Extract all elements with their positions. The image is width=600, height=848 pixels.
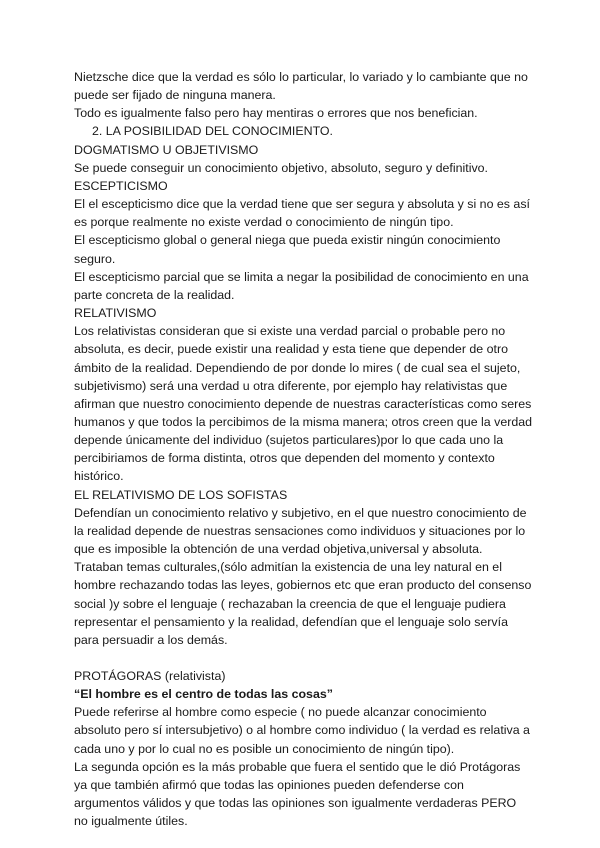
paragraph-nietzsche: Nietzsche dice que la verdad es sólo lo particular, lo variado y lo cambiante que no puede ser fijado de ninguna manera.	[74, 70, 528, 103]
paragraph-protagoras-1: Puede referirse al hombre como especie ( no puede alcanzar conocimiento absoluto pero sí intersubjetivo) o al hombre como individuo ( la verdad es relativa a cada uno y por lo cual no es posible un conocimiento de ningún tipo).	[74, 705, 530, 756]
heading-relativismo: RELATIVISMO	[74, 306, 157, 321]
blank-line	[74, 649, 532, 667]
heading-dogmatismo: DOGMATISMO U OBJETIVISMO	[74, 142, 259, 157]
paragraph-sofistas: Defendían un conocimiento relativo y subjetivo, en el que nuestro conocimiento de la realidad depende de nuestras sensaciones como individuos y situaciones por lo que es imposible la obtención de una verdad objetiva,universal y absoluta. Trataban temas culturales,(sólo admitían la existencia de una ley natural en el hombre rechazando todas las leyes, gobiernos etc que eran producto del consenso social )y sobre el lenguaje ( rechazaban la creencia de que el lenguaje pudiera representar el pensamiento y la realidad, defendían que el lenguaje solo servía para persuadir a los demás.	[74, 505, 532, 647]
quote-protagoras: “El hombre es el centro de todas las cosas”	[74, 687, 333, 702]
paragraph-falso: Todo es igualmente falso pero hay mentiras o errores que nos benefician.	[74, 106, 478, 121]
paragraph-protagoras-2: La segunda opción es la más probable que fuera el sentido que le dió Protágoras ya que también afirmó que todas las opiniones pueden defenderse con argumentos válidos y que todas las opiniones son igualmente verdaderas PERO no igualmente útiles.	[74, 759, 521, 829]
paragraph-escepticismo-2: El escepticismo global o general niega que pueda existir ningún conocimiento seguro.	[74, 233, 501, 266]
paragraph-relativismo: Los relativistas consideran que si existe una verdad parcial o probable pero no absoluta, es decir, puede existir una realidad y esta tiene que depender de otro ámbito de la realidad. Dependiendo de por donde lo mires ( de cual sea el sujeto, subjetivismo) será una verdad u otra diferente, por ejemplo hay relativistas que afirman que nuestro conocimiento depende de nuestras características como seres humanos y que todos la percibimos de la misma manera; otros creen que la verdad depende únicamente del individuo (sujetos particulares)por lo que cada uno la percibiriamos de forma distinta, otros que dependen del momento y contexto histórico.	[74, 324, 533, 484]
paragraph-escepticismo-3: El escepticismo parcial que se limita a negar la posibilidad de conocimiento en una parte concreta de la realidad.	[74, 269, 529, 302]
heading-protagoras: PROTÁGORAS (relativista)	[74, 669, 226, 683]
paragraph-escepticismo-1: El el escepticismo dice que la verdad tiene que ser segura y absoluta y si no es así es porque realmente no existe verdad o conocimiento de ningún tipo.	[74, 197, 530, 230]
section-heading-possibility: 2. LA POSIBILIDAD DEL CONOCIMIENTO.	[92, 124, 333, 139]
document-page	[74, 68, 532, 830]
heading-sofistas: EL RELATIVISMO DE LOS SOFISTAS	[74, 487, 288, 502]
heading-escepticismo: ESCEPTICISMO	[74, 178, 168, 193]
paragraph-dogmatismo: Se puede conseguir un conocimiento objetivo, absoluto, seguro y definitivo.	[74, 160, 488, 175]
